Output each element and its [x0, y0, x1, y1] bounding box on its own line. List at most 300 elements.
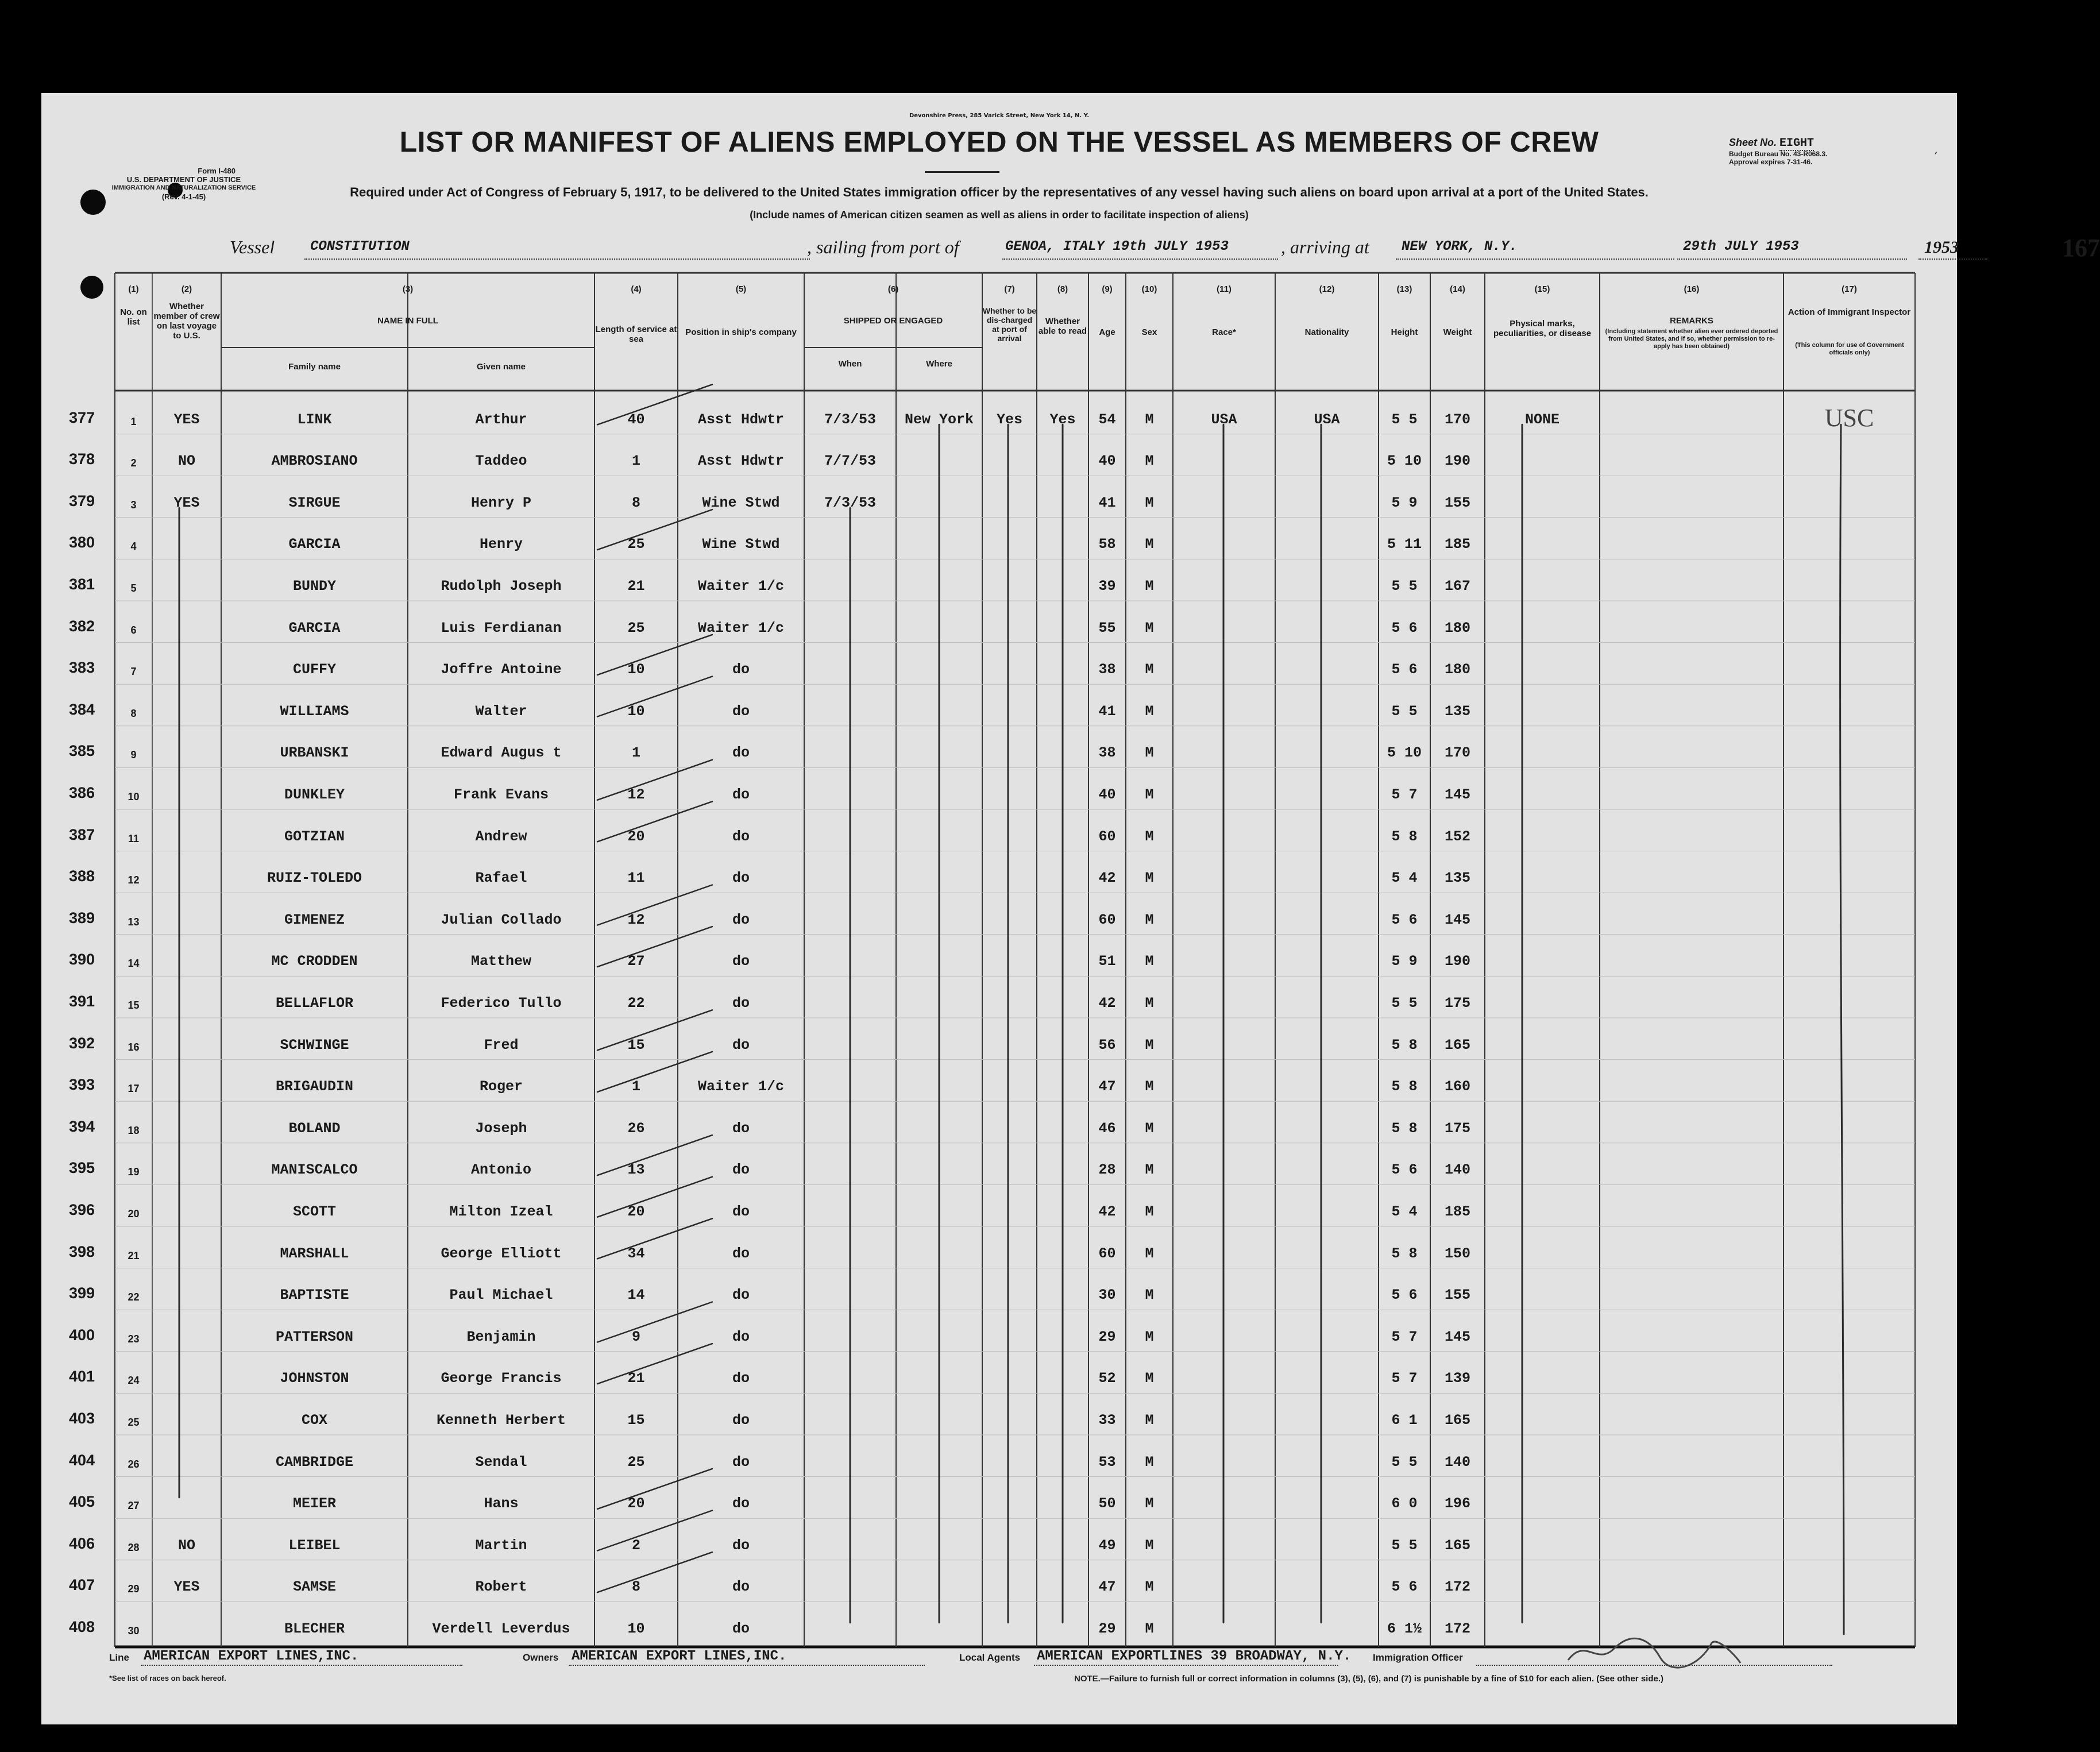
height-cell: 5 6 [1391, 619, 1418, 636]
position-cell: do [732, 1370, 750, 1387]
sex-cell: M [1145, 453, 1154, 470]
given-name-cell: Henry P [470, 494, 532, 511]
line-value: AMERICAN EXPORT LINES,INC. [144, 1649, 359, 1664]
sex-cell: M [1145, 1495, 1154, 1512]
sex-cell: M [1145, 1537, 1154, 1554]
margin-number: 380 [69, 534, 95, 551]
sex-cell: M [1145, 1412, 1154, 1429]
given-name-cell: Andrew [475, 828, 527, 845]
crew-cell: NO [177, 453, 195, 470]
family-name-cell: PATTERSON [275, 1328, 354, 1345]
list-number: 18 [128, 1124, 140, 1136]
header-length-of-service: Length of service at sea [595, 325, 677, 344]
agents-value: AMERICAN EXPORTLINES 39 BROADWAY, N.Y. [1037, 1649, 1352, 1664]
family-name-cell: URBANSKI [280, 744, 349, 762]
header-nationality: Nationality [1304, 327, 1349, 337]
height-cell: 5 5 [1391, 995, 1418, 1012]
service-length-cell: 9 [631, 1328, 640, 1345]
height-cell: 5 7 [1391, 1328, 1418, 1345]
sheet-label: Sheet No. [1729, 137, 1777, 148]
service-length-cell: 11 [627, 870, 645, 887]
position-cell: do [732, 1453, 750, 1471]
form-number: Form I-480 [198, 167, 236, 175]
vessel-name: CONSTITUTION [310, 239, 410, 254]
given-name-cell: Paul Michael [449, 1287, 553, 1304]
position-cell: do [732, 1036, 750, 1053]
given-name-cell: Fred [484, 1036, 519, 1053]
margin-number: 403 [69, 1410, 95, 1427]
age-cell: 29 [1098, 1328, 1116, 1345]
margin-number: 406 [69, 1534, 95, 1552]
list-number: 14 [128, 958, 140, 970]
given-name-cell: Joffre Antoine [441, 661, 562, 678]
column-number: (5) [735, 284, 747, 294]
approval-expiry: Approval expires 7-31-46. [1729, 158, 1813, 166]
column-number: (9) [1102, 284, 1113, 294]
column-number: (16) [1684, 284, 1700, 294]
family-name-cell: BRIGAUDIN [275, 1078, 354, 1095]
family-name-cell: JOHNSTON [280, 1370, 349, 1387]
height-cell: 5 6 [1391, 661, 1418, 678]
sex-cell: M [1145, 995, 1154, 1012]
column-number: (4) [631, 284, 642, 294]
position-cell: do [732, 1245, 750, 1262]
height-cell: 6 1 [1391, 1412, 1418, 1429]
penalty-note: NOTE.—Failure to furnish full or correct information in columns (3), (5), (6), and (7) is punishable by a fine of $10 for each alien. (See other side.) [1074, 1674, 1663, 1684]
family-name-cell: BOLAND [288, 1120, 341, 1137]
height-cell: 5 6 [1391, 1579, 1418, 1596]
height-cell: 5 8 [1391, 1036, 1418, 1053]
height-cell: 5 7 [1391, 786, 1418, 803]
owners-value: AMERICAN EXPORT LINES,INC. [572, 1649, 787, 1664]
officer-label: Immigration Officer [1373, 1652, 1463, 1663]
sex-cell: M [1145, 661, 1154, 678]
title-underline [925, 171, 999, 173]
list-number: 26 [128, 1458, 140, 1470]
weight-cell: 139 [1444, 1370, 1470, 1387]
given-name-cell: Edward Augus t [441, 744, 562, 762]
height-cell: 5 5 [1391, 1453, 1418, 1471]
age-cell: 41 [1098, 494, 1116, 511]
family-name-cell: MEIER [292, 1495, 336, 1512]
position-cell: do [732, 995, 750, 1012]
header-age: Age [1099, 327, 1115, 337]
service-length-cell: 20 [627, 1495, 645, 1512]
weight-cell: 167 [1444, 578, 1470, 595]
margin-number: 378 [69, 450, 95, 468]
list-number: 7 [130, 666, 137, 678]
header-name-in-full: NAME IN FULL [377, 316, 438, 326]
height-cell: 5 6 [1391, 911, 1418, 928]
weight-cell: 155 [1444, 1287, 1470, 1304]
age-cell: 54 [1098, 411, 1116, 428]
column-number: (12) [1319, 284, 1335, 294]
weight-cell: 152 [1444, 828, 1470, 845]
discharged-cell: Yes [996, 411, 1022, 428]
margin-number: 404 [69, 1451, 95, 1469]
weight-cell: 172 [1444, 1620, 1470, 1637]
margin-number: 394 [69, 1117, 95, 1135]
page-title: LIST OR MANIFEST OF ALIENS EMPLOYED ON THE VESSEL AS MEMBERS OF CREW [399, 126, 1599, 158]
given-name-cell: Frank Evans [453, 786, 549, 803]
given-name-cell: Arthur [475, 411, 527, 428]
margin-number: 395 [69, 1159, 95, 1177]
age-cell: 29 [1098, 1620, 1116, 1637]
service-length-cell: 8 [631, 494, 640, 511]
list-number: 28 [128, 1541, 140, 1553]
margin-number: 390 [69, 951, 95, 968]
list-number: 16 [128, 1041, 140, 1053]
family-name-cell: COX [301, 1412, 327, 1429]
sex-cell: M [1145, 1203, 1154, 1220]
weight-cell: 196 [1444, 1495, 1470, 1512]
height-cell: 5 10 [1387, 744, 1422, 762]
given-name-cell: Roger [479, 1078, 523, 1095]
height-cell: 5 5 [1391, 1537, 1418, 1554]
position-cell: do [732, 953, 750, 970]
given-name-cell: Rudolph Joseph [441, 578, 562, 595]
position-cell: Asst Hdwtr [697, 411, 785, 428]
age-cell: 52 [1098, 1370, 1116, 1387]
service-length-cell: 21 [627, 1370, 645, 1387]
weight-cell: 150 [1444, 1245, 1470, 1262]
list-number: 6 [130, 624, 137, 636]
weight-cell: 165 [1444, 1537, 1470, 1554]
pen-stroke [1840, 425, 1844, 1634]
given-name-cell: Benjamin [466, 1328, 536, 1345]
given-name-cell: Kenneth Herbert [436, 1412, 566, 1429]
given-name-cell: Antonio [470, 1161, 532, 1179]
column-number: (17) [1842, 284, 1857, 294]
list-number: 11 [128, 832, 140, 844]
page-number: 167 [2062, 234, 2100, 262]
age-cell: 60 [1098, 1245, 1116, 1262]
age-cell: 30 [1098, 1287, 1116, 1304]
height-cell: 5 4 [1391, 1203, 1418, 1220]
height-cell: 5 5 [1391, 703, 1418, 720]
punch-hole [80, 276, 103, 299]
list-number: 5 [130, 582, 137, 594]
service-length-cell: 40 [627, 411, 645, 428]
family-name-cell: GARCIA [288, 536, 341, 553]
age-cell: 38 [1098, 661, 1116, 678]
margin-number: 408 [69, 1618, 95, 1635]
sex-cell: M [1145, 1161, 1154, 1179]
given-name-cell: Joseph [475, 1120, 527, 1137]
age-cell: 51 [1098, 953, 1116, 970]
age-cell: 38 [1098, 744, 1116, 762]
position-cell: do [732, 870, 750, 887]
sex-cell: M [1145, 619, 1154, 636]
height-cell: 5 11 [1387, 536, 1422, 553]
header-remarks-note: (Including statement whether alien ever ordered deported from United States, and if so, whether permission to re-apply has been obtained) [1605, 328, 1778, 350]
family-name-cell: LEIBEL [288, 1537, 341, 1554]
family-name-cell: GIMENEZ [284, 911, 345, 928]
column-number: (11) [1217, 284, 1232, 294]
service-length-cell: 22 [627, 995, 645, 1012]
marks-cell: NONE [1524, 411, 1559, 428]
sex-cell: M [1145, 786, 1154, 803]
family-name-cell: BELLAFLOR [275, 995, 354, 1012]
column-number: (13) [1396, 284, 1412, 294]
height-cell: 5 9 [1391, 494, 1418, 511]
age-cell: 47 [1098, 1579, 1116, 1596]
age-cell: 40 [1098, 453, 1116, 470]
margin-number: 407 [69, 1576, 95, 1594]
margin-number: 387 [69, 825, 95, 843]
position-cell: Waiter 1/c [697, 1078, 785, 1095]
given-name-cell: George Francis [441, 1370, 562, 1387]
list-number: 2 [130, 457, 137, 469]
position-cell: do [732, 1412, 750, 1429]
list-number: 1 [130, 415, 137, 427]
list-number: 3 [130, 499, 137, 511]
header-discharged: Whether to be dis-charged at port of arrival [982, 306, 1037, 343]
sex-cell: M [1145, 1287, 1154, 1304]
given-name-cell: Hans [484, 1495, 519, 1512]
family-name-cell: GARCIA [288, 619, 341, 636]
given-name-cell: Martin [475, 1537, 527, 1554]
service-length-cell: 12 [627, 911, 645, 928]
family-name-cell: SCOTT [292, 1203, 336, 1220]
family-name-cell: SIRGUE [288, 494, 341, 511]
position-cell: do [732, 1537, 750, 1554]
margin-number: 381 [69, 576, 95, 593]
header-action-inspector: Action of Immigrant Inspector [1788, 307, 1911, 317]
height-cell: 6 1½ [1387, 1620, 1422, 1637]
height-cell: 5 8 [1391, 828, 1418, 845]
service-length-cell: 10 [627, 661, 645, 678]
column-number: (1) [128, 284, 139, 294]
column-number: (15) [1534, 284, 1550, 294]
header-able-to-read: Whether able to read [1038, 317, 1087, 336]
given-name-cell: Taddeo [475, 453, 527, 470]
margin-number: 384 [69, 700, 95, 718]
given-name-cell: Milton Izeal [449, 1203, 553, 1220]
age-cell: 28 [1098, 1161, 1116, 1179]
service-name: IMMIGRATION AND NATURALIZATION SERVICE [111, 184, 256, 191]
family-name-cell: GOTZIAN [284, 828, 345, 845]
sex-cell: M [1145, 1120, 1154, 1137]
weight-cell: 135 [1444, 703, 1470, 720]
weight-cell: 190 [1444, 453, 1470, 470]
height-cell: 5 8 [1391, 1245, 1418, 1262]
height-cell: 6 0 [1391, 1495, 1418, 1512]
height-cell: 5 6 [1391, 1161, 1418, 1179]
weight-cell: 185 [1444, 536, 1470, 553]
position-cell: do [732, 1203, 750, 1220]
sex-cell: M [1145, 1620, 1154, 1637]
family-name-cell: SCHWINGE [280, 1036, 349, 1053]
list-number: 25 [128, 1417, 140, 1428]
margin-number: 396 [69, 1201, 95, 1218]
given-name-cell: Verdell Leverdus [432, 1620, 570, 1637]
header-given-name: Given name [476, 362, 526, 372]
margin-number: 388 [69, 867, 95, 885]
service-length-cell: 2 [631, 1537, 640, 1554]
weight-cell: 145 [1444, 911, 1470, 928]
vessel-line [230, 234, 2100, 265]
service-length-cell: 27 [627, 953, 645, 970]
list-number: 12 [128, 874, 140, 886]
family-name-cell: MARSHALL [280, 1245, 349, 1262]
service-length-cell: 14 [627, 1287, 645, 1304]
header-sex: Sex [1141, 327, 1157, 337]
age-cell: 39 [1098, 578, 1116, 595]
weight-cell: 185 [1444, 1203, 1470, 1220]
margin-number: 382 [69, 617, 95, 635]
family-name-cell: BAPTISTE [280, 1287, 349, 1304]
sheet-value: EIGHT [1779, 137, 1815, 150]
family-name-cell: AMBROSIANO [271, 453, 358, 470]
list-number: 27 [128, 1500, 140, 1512]
position-cell: Waiter 1/c [697, 578, 785, 595]
weight-cell: 170 [1444, 411, 1470, 428]
where-cell: New York [904, 411, 974, 428]
height-cell: 5 9 [1391, 953, 1418, 970]
family-name-cell: DUNKLEY [284, 786, 345, 803]
given-name-cell: Walter [475, 703, 527, 720]
margin-number: 405 [69, 1493, 95, 1511]
age-cell: 41 [1098, 703, 1116, 720]
weight-cell: 145 [1444, 786, 1470, 803]
given-name-cell: Matthew [470, 953, 532, 970]
list-number: 13 [128, 916, 140, 928]
given-name-cell: Federico Tullo [441, 995, 562, 1012]
sex-cell: M [1145, 1245, 1154, 1262]
form-revision: (Rev. 4-1-45) [161, 192, 206, 201]
column-number: (14) [1450, 284, 1465, 294]
weight-cell: 165 [1444, 1036, 1470, 1053]
when-cell: 7/3/53 [824, 411, 876, 428]
margin-number: 401 [69, 1368, 95, 1386]
weight-cell: 155 [1444, 494, 1470, 511]
subtitle: Required under Act of Congress of February 5, 1917, to be delivered to the United States immigration officer by the representatives of any vessel having such aliens on board upon arrival at a port of the United States. [350, 185, 1649, 199]
height-cell: 5 8 [1391, 1120, 1418, 1137]
weight-cell: 180 [1444, 619, 1470, 636]
sex-cell: M [1145, 870, 1154, 887]
position-cell: do [732, 744, 750, 762]
service-length-cell: 21 [627, 578, 645, 595]
column-number: (8) [1057, 284, 1068, 294]
height-cell: 5 5 [1391, 411, 1418, 428]
sex-cell: M [1145, 1328, 1154, 1345]
service-length-cell: 25 [627, 1453, 645, 1471]
family-name-cell: LINK [297, 411, 332, 428]
position-cell: do [732, 1495, 750, 1512]
header-weight: Weight [1443, 327, 1472, 337]
family-name-cell: MANISCALCO [271, 1161, 358, 1179]
weight-cell: 140 [1444, 1453, 1470, 1471]
weight-cell: 180 [1444, 661, 1470, 678]
service-length-cell: 8 [631, 1579, 640, 1596]
service-length-cell: 15 [627, 1036, 645, 1053]
race-cell: USA [1211, 411, 1237, 428]
age-cell: 56 [1098, 1036, 1116, 1053]
crew-cell: NO [177, 1537, 195, 1554]
arriving-port: NEW YORK, N.Y. [1402, 239, 1518, 254]
margin-number: 383 [69, 659, 95, 677]
service-length-cell: 20 [627, 1203, 645, 1220]
given-name-cell: George Elliott [441, 1245, 562, 1262]
margin-number: 391 [69, 993, 95, 1010]
sheet-block [1729, 137, 1896, 166]
service-length-cell: 12 [627, 786, 645, 803]
weight-cell: 160 [1444, 1078, 1470, 1095]
action-cell: USC [1824, 403, 1874, 432]
position-cell: do [732, 703, 750, 720]
list-number: 30 [128, 1625, 140, 1637]
age-cell: 33 [1098, 1412, 1116, 1429]
service-length-cell: 34 [627, 1245, 645, 1262]
header-position: Position in ship's company [685, 327, 797, 337]
header-action-note: (This column for use of Government officials only) [1795, 342, 1904, 356]
age-cell: 60 [1098, 828, 1116, 845]
header-family-name: Family name [288, 362, 341, 372]
column-number: (6) [887, 284, 899, 294]
line-label: Line [109, 1652, 129, 1663]
given-name-cell: Rafael [475, 870, 527, 887]
position-cell: Waiter 1/c [697, 619, 785, 636]
service-length-cell: 10 [627, 1620, 645, 1637]
margin-number: 392 [69, 1034, 95, 1052]
weight-cell: 172 [1444, 1579, 1470, 1596]
sex-cell: M [1145, 1078, 1154, 1095]
height-cell: 5 10 [1387, 453, 1422, 470]
service-length-cell: 25 [627, 619, 645, 636]
age-cell: 55 [1098, 619, 1116, 636]
margin-number: 400 [69, 1326, 95, 1344]
position-cell: Asst Hdwtr [697, 453, 785, 470]
position-cell: do [732, 828, 750, 845]
sex-cell: M [1145, 1370, 1154, 1387]
family-name-cell: CUFFY [292, 661, 336, 678]
service-length-cell: 26 [627, 1120, 645, 1137]
header-crew-last-voyage: Whether member of crew on last voyage to U.S. [153, 302, 220, 341]
sex-cell: M [1145, 828, 1154, 845]
column-number: (10) [1141, 284, 1157, 294]
service-length-cell: 13 [627, 1161, 645, 1179]
position-cell: do [732, 1287, 750, 1304]
age-cell: 42 [1098, 1203, 1116, 1220]
age-cell: 58 [1098, 536, 1116, 553]
header-shipped-engaged: SHIPPED OR ENGAGED [843, 316, 943, 326]
sex-cell: M [1145, 744, 1154, 762]
list-number: 20 [128, 1208, 140, 1220]
column-number: (3) [402, 284, 414, 294]
crew-cell: YES [173, 1579, 200, 1596]
margin-number: 386 [69, 784, 95, 801]
age-cell: 42 [1098, 870, 1116, 887]
service-length-cell: 1 [631, 1078, 640, 1095]
list-number: 17 [128, 1083, 140, 1095]
able-to-read-cell: Yes [1049, 411, 1076, 428]
weight-cell: 145 [1444, 1328, 1470, 1345]
margin-number: 389 [69, 909, 95, 927]
service-length-cell: 1 [631, 744, 640, 762]
sex-cell: M [1145, 1453, 1154, 1471]
header-no-on-list: No. on list [120, 307, 147, 327]
officer-signature [1562, 1631, 1746, 1672]
service-length-cell: 10 [627, 703, 645, 720]
family-name-cell: RUIZ-TOLEDO [267, 870, 362, 887]
family-name-cell: BLECHER [284, 1620, 345, 1637]
sex-cell: M [1145, 911, 1154, 928]
agents-label: Local Agents [959, 1652, 1021, 1663]
weight-cell: 175 [1444, 1120, 1470, 1137]
sex-cell: M [1145, 536, 1154, 553]
sex-cell: M [1145, 578, 1154, 595]
